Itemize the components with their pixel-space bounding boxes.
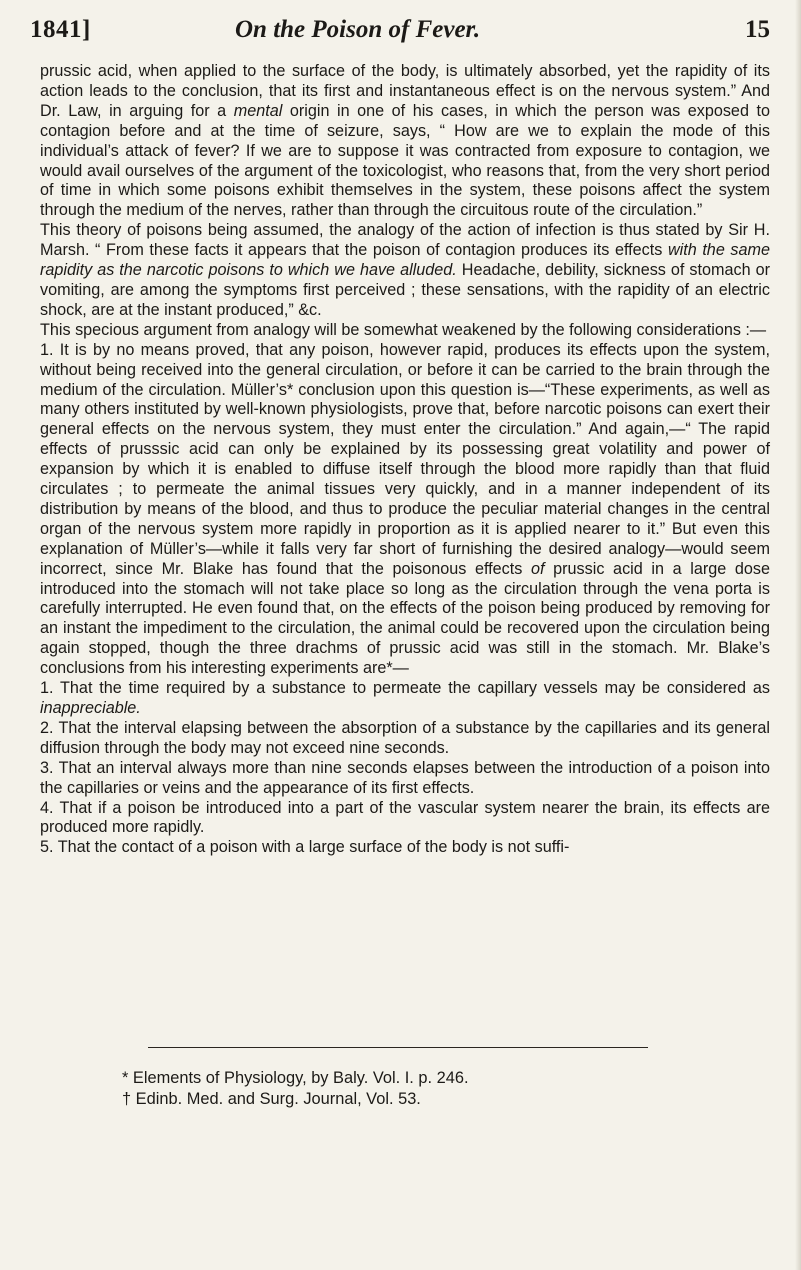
footnote-2: † Edinb. Med. and Surg. Journal, Vol. 53. [122,1090,421,1108]
footnote-1: * Elements of Physiology, by Baly. Vol. I. p. 246. [122,1069,469,1087]
header-year: 1841] [30,16,91,43]
paragraph [40,799,770,839]
page-number: 15 [745,16,770,43]
paragraph [40,759,770,799]
footnote-rule [148,1047,648,1048]
footnotes [122,1068,722,1110]
text-run: 5. That the contact of a poison with a large surface of the body is not suffi- [40,838,570,857]
header-title: On the Poison of Fever. [235,16,481,43]
paragraph [40,679,770,719]
page-edge [795,0,801,1270]
text-run: This theory of poisons being assumed, the analogy of the action of infection is thus stated by Sir H. Marsh. “ From these facts it appears that the poison of contagion produces its effects [40,221,770,260]
text-run: 2. That the interval elapsing between the absorption of a substance by the capillaries and its general diffusion through the body may not exceed nine seconds. [40,718,770,757]
paragraph [40,62,770,221]
paragraph [40,221,770,321]
text-run: 4. That if a poison be introduced into a part of the vascular system nearer the brain, its effects are produced more rapidly. [40,798,770,837]
paragraph [40,838,770,858]
text-run: 3. That an interval always more than nine seconds elapses between the introduction of a poison into the capillaries or veins and the appearance of its first effects. [40,758,770,797]
text-run: origin in one of his cases, in which the person was exposed to contagion before and at the time of seizure, says, “ How are we to explain the mode of this individual’s attack of fever? If we are to suppose it was contracted from exposure to contagion, we would avail ourselves of the argument of the toxicologist, who reasons that, from the very short period of time in which some poisons exhibit themselves in the system, these poisons affect the system through the medium of the nerves, rather than through the circuitous route of the circulation.” [40,101,770,220]
paragraph [40,719,770,759]
text-run: 1. It is by no means proved, that any poison, however rapid, produces its effects upon the system, without being received into the general circulation, or before it can be carried to the brain through the medium of the circulation. Müller’s* conclusion upon this question is—“These experiments, as well as many others instituted by well-known physiologists, prove that, before narcotic poisons can exert their general effects on the nervous system, they must enter the circulation.” And again,—“ The rapid effects of prusssic acid can only be explained by its possessing great volatility and power of expansion by which it is enabled to diffuse itself through the blood more rapidly than that fluid circulates ; to permeate the animal tissues very quickly, and in a manner independent of its distribution by means of the blood, and thus to produce the peculiar material changes in the central organ of the nervous system more rapidly in proportion as it is applied nearer to it.” But even this explanation of Müller’s—while it falls very far short of furnishing the desired analogy—would seem incorrect, since Mr. Blake has found that the poisonous effects [40,340,770,578]
text-run: prussic acid in a large dose introduced into the stomach will not take place so long as the circulation through the vena porta is carefully interrupted. He even found that, on the effects of the poison being produced by removing for an instant the impediment to the circulation, the animal could be recovered upon the circulation being again stopped, though the three drachms of prussic acid was still in the stomach. Mr. Blake’s conclusions from his interesting experiments are*— [40,559,770,678]
italic-text: inappreciable. [40,699,141,717]
paragraph [40,321,770,341]
running-header [30,16,770,56]
italic-text: with the same rapidity as the narcotic poisons to which we have alluded. [40,241,770,280]
text-run: This specious argument from analogy will be somewhat weakened by the following considerations :— [40,320,767,339]
paragraph [40,341,770,679]
italic-text: mental [233,101,283,120]
text-run: prussic acid, when applied to the surface of the body, is ultimately absorbed, yet the rapidity of its action leads to the conclusion, that its first and instantaneous effect is on the nervous system.” And Dr. Law, in arguing for a [40,62,770,120]
text-run: 1. That the time required by a substance to permeate the capillary vessels may be considered as [40,679,770,698]
body-text [40,62,770,858]
text-run: Headache, debility, sickness of stomach or vomiting, are among the symptoms first perceived ; these sensations, with the rapidity of an electric shock, are at the instant produced,” &c. [40,261,770,319]
italic-text: of [531,559,545,578]
